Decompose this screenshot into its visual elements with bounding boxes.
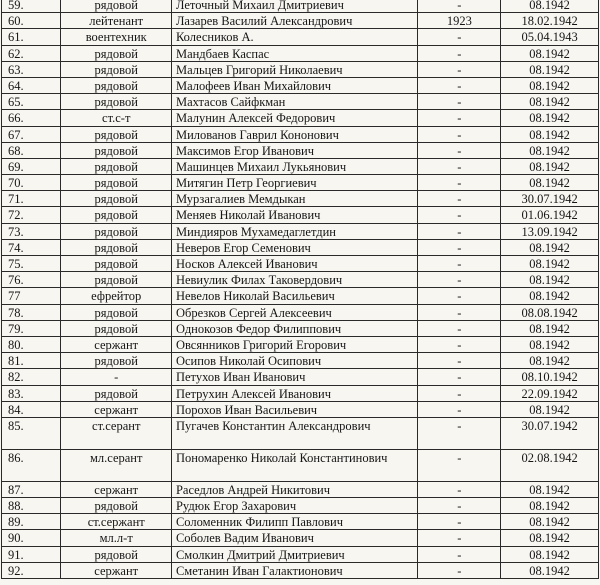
name-cell: Петухов Иван Иванович <box>171 369 417 385</box>
row-number-cell: 73. <box>2 223 61 239</box>
date-cell: 30.07.1942 <box>501 191 599 207</box>
casualty-list-table <box>1 0 599 579</box>
row-number-cell: 64. <box>2 77 61 93</box>
birth-year-cell: - <box>418 61 501 77</box>
table-row <box>2 353 599 369</box>
name-cell: Петрухин Алексей Иванович <box>171 385 417 401</box>
rank-cell: сержант <box>61 562 171 578</box>
birth-year-cell: - <box>418 29 501 45</box>
date-cell: 08.1942 <box>501 481 599 497</box>
table-row <box>2 288 599 304</box>
row-number-cell: 88. <box>2 498 61 514</box>
rank-cell: сержант <box>61 481 171 497</box>
rank-cell: рядовой <box>61 256 171 272</box>
row-number-cell: 91. <box>2 546 61 562</box>
name-cell: Машинцев Михаил Лукьянович <box>171 158 417 174</box>
name-cell: Максимов Егор Иванович <box>171 142 417 158</box>
table-body <box>2 0 599 579</box>
birth-year-cell: - <box>418 158 501 174</box>
rank-cell: рядовой <box>61 207 171 223</box>
rank-cell: воентехник <box>61 29 171 45</box>
name-cell: Мурзагалиев Мемдыкан <box>171 191 417 207</box>
rank-cell: рядовой <box>61 272 171 288</box>
table-row <box>2 562 599 578</box>
table-row <box>2 256 599 272</box>
name-cell: Порохов Иван Васильевич <box>171 401 417 417</box>
date-cell: 30.07.1942 <box>501 417 599 449</box>
rank-cell: рядовой <box>61 385 171 401</box>
date-cell: 08.08.1942 <box>501 304 599 320</box>
rank-cell: рядовой <box>61 320 171 336</box>
date-cell: 08.1942 <box>501 94 599 110</box>
name-cell: Митягин Петр Георгиевич <box>171 175 417 191</box>
date-cell: 08.1942 <box>501 175 599 191</box>
rank-cell: рядовой <box>61 126 171 142</box>
row-number-cell: 76. <box>2 272 61 288</box>
birth-year-cell: - <box>418 353 501 369</box>
birth-year-cell: - <box>418 175 501 191</box>
date-cell: 08.1942 <box>501 126 599 142</box>
birth-year-cell: - <box>418 94 501 110</box>
birth-year-cell: - <box>418 126 501 142</box>
table-row <box>2 481 599 497</box>
rank-cell: сержант <box>61 401 171 417</box>
date-cell: 08.1942 <box>501 401 599 417</box>
row-number-cell: 89. <box>2 514 61 530</box>
date-cell: 08.10.1942 <box>501 369 599 385</box>
name-cell: Невиулик Филах Таковердович <box>171 272 417 288</box>
name-cell: Махтасов Сайфкман <box>171 94 417 110</box>
rank-cell: рядовой <box>61 223 171 239</box>
name-cell: Раседлов Андрей Никитович <box>171 481 417 497</box>
table-row <box>2 175 599 191</box>
table-row <box>2 498 599 514</box>
rank-cell: сержант <box>61 336 171 352</box>
table-row <box>2 401 599 417</box>
date-cell: 08.1942 <box>501 239 599 255</box>
date-cell: 08.1942 <box>501 514 599 530</box>
table-row <box>2 369 599 385</box>
row-number-cell: 71. <box>2 191 61 207</box>
birth-year-cell: - <box>418 514 501 530</box>
rank-cell: рядовой <box>61 61 171 77</box>
row-number-cell: 67. <box>2 126 61 142</box>
row-number-cell: 61. <box>2 29 61 45</box>
birth-year-cell: - <box>418 336 501 352</box>
table-row <box>2 13 599 29</box>
rank-cell: рядовой <box>61 239 171 255</box>
row-number-cell: 65. <box>2 94 61 110</box>
rank-cell: рядовой <box>61 191 171 207</box>
date-cell: 08.1942 <box>501 320 599 336</box>
table-row <box>2 142 599 158</box>
rank-cell: рядовой <box>61 142 171 158</box>
name-cell: Соломенник Филипп Павлович <box>171 514 417 530</box>
date-cell: 18.02.1942 <box>501 13 599 29</box>
name-cell: Мальцев Григорий Николаевич <box>171 61 417 77</box>
date-cell: 22.09.1942 <box>501 385 599 401</box>
birth-year-cell: - <box>418 304 501 320</box>
rank-cell: ст.серант <box>61 417 171 449</box>
name-cell: Леточный Михаил Дмитриевич <box>171 0 417 13</box>
birth-year-cell: - <box>418 562 501 578</box>
name-cell: Сметанин Иван Галактионович <box>171 562 417 578</box>
row-number-cell: 66. <box>2 110 61 126</box>
row-number-cell: 63. <box>2 61 61 77</box>
table-row <box>2 272 599 288</box>
table-row <box>2 45 599 61</box>
date-cell: 08.1942 <box>501 336 599 352</box>
date-cell: 08.1942 <box>501 272 599 288</box>
table-row <box>2 320 599 336</box>
date-cell: 08.1942 <box>501 110 599 126</box>
table-row <box>2 223 599 239</box>
name-cell: Смолкин Дмитрий Дмитриевич <box>171 546 417 562</box>
birth-year-cell: - <box>418 191 501 207</box>
birth-year-cell: - <box>418 142 501 158</box>
rank-cell: рядовой <box>61 0 171 13</box>
birth-year-cell: - <box>418 481 501 497</box>
date-cell: 08.1942 <box>501 546 599 562</box>
name-cell: Пономаренко Николай Константинович <box>171 449 417 481</box>
name-cell: Рудюк Егор Захарович <box>171 498 417 514</box>
birth-year-cell: - <box>418 77 501 93</box>
rank-cell: рядовой <box>61 94 171 110</box>
row-number-cell: 77 <box>2 288 61 304</box>
birth-year-cell: - <box>418 417 501 449</box>
row-number-cell: 62. <box>2 45 61 61</box>
rank-cell: рядовой <box>61 77 171 93</box>
name-cell: Мандбаев Каспас <box>171 45 417 61</box>
birth-year-cell: - <box>418 110 501 126</box>
row-number-cell: 87. <box>2 481 61 497</box>
rank-cell: мл.серант <box>61 449 171 481</box>
name-cell: Пугачев Константин Александрович <box>171 417 417 449</box>
date-cell: 13.09.1942 <box>501 223 599 239</box>
date-cell: 08.1942 <box>501 158 599 174</box>
rank-cell: мл.л-т <box>61 530 171 546</box>
rank-cell: рядовой <box>61 546 171 562</box>
row-number-cell: 68. <box>2 142 61 158</box>
date-cell: 08.1942 <box>501 61 599 77</box>
birth-year-cell: - <box>418 45 501 61</box>
table-row <box>2 0 599 13</box>
date-cell: 08.1942 <box>501 0 599 13</box>
birth-year-cell: - <box>418 223 501 239</box>
birth-year-cell: - <box>418 530 501 546</box>
date-cell: 08.1942 <box>501 530 599 546</box>
date-cell: 01.06.1942 <box>501 207 599 223</box>
row-number-cell: 85. <box>2 417 61 449</box>
name-cell: Однокозов Федор Филиппович <box>171 320 417 336</box>
table-row <box>2 110 599 126</box>
row-number-cell: 84. <box>2 401 61 417</box>
birth-year-cell: - <box>418 207 501 223</box>
table-row <box>2 530 599 546</box>
row-number-cell: 69. <box>2 158 61 174</box>
row-number-cell: 86. <box>2 449 61 481</box>
table-row <box>2 126 599 142</box>
name-cell: Колесников А. <box>171 29 417 45</box>
date-cell: 08.1942 <box>501 256 599 272</box>
date-cell: 08.1942 <box>501 142 599 158</box>
name-cell: Милованов Гаврил Кононович <box>171 126 417 142</box>
name-cell: Невелов Николай Васильевич <box>171 288 417 304</box>
table-row <box>2 77 599 93</box>
rank-cell: рядовой <box>61 304 171 320</box>
rank-cell: ст.сержант <box>61 514 171 530</box>
date-cell: 08.1942 <box>501 498 599 514</box>
birth-year-cell: - <box>418 449 501 481</box>
birth-year-cell: - <box>418 546 501 562</box>
date-cell: 08.1942 <box>501 77 599 93</box>
row-number-cell: 75. <box>2 256 61 272</box>
table-row <box>2 449 599 481</box>
birth-year-cell: - <box>418 320 501 336</box>
row-number-cell: 82. <box>2 369 61 385</box>
birth-year-cell: 1923 <box>418 13 501 29</box>
name-cell: Овсянников Григорий Егорович <box>171 336 417 352</box>
table-row <box>2 385 599 401</box>
name-cell: Носков Алексей Иванович <box>171 256 417 272</box>
birth-year-cell: - <box>418 272 501 288</box>
birth-year-cell: - <box>418 288 501 304</box>
rank-cell: - <box>61 369 171 385</box>
name-cell: Обрезков Сергей Алексеевич <box>171 304 417 320</box>
birth-year-cell: - <box>418 401 501 417</box>
row-number-cell: 70. <box>2 175 61 191</box>
birth-year-cell: - <box>418 256 501 272</box>
name-cell: Соболев Вадим Иванович <box>171 530 417 546</box>
name-cell: Малунин Алексей Федорович <box>171 110 417 126</box>
date-cell: 08.1942 <box>501 562 599 578</box>
row-number-cell: 59. <box>2 0 61 13</box>
row-number-cell: 92. <box>2 562 61 578</box>
rank-cell: рядовой <box>61 353 171 369</box>
rank-cell: лейтенант <box>61 13 171 29</box>
birth-year-cell: - <box>418 385 501 401</box>
rank-cell: рядовой <box>61 45 171 61</box>
date-cell: 08.1942 <box>501 45 599 61</box>
row-number-cell: 79. <box>2 320 61 336</box>
name-cell: Неверов Егор Семенович <box>171 239 417 255</box>
table-row <box>2 191 599 207</box>
row-number-cell: 74. <box>2 239 61 255</box>
birth-year-cell: - <box>418 369 501 385</box>
row-number-cell: 72. <box>2 207 61 223</box>
table-row <box>2 304 599 320</box>
date-cell: 08.1942 <box>501 288 599 304</box>
table-row <box>2 239 599 255</box>
rank-cell: ст.с-т <box>61 110 171 126</box>
name-cell: Лазарев Василий Александрович <box>171 13 417 29</box>
date-cell: 08.1942 <box>501 353 599 369</box>
table-row <box>2 29 599 45</box>
rank-cell: рядовой <box>61 175 171 191</box>
row-number-cell: 90. <box>2 530 61 546</box>
table-row <box>2 514 599 530</box>
table-row <box>2 207 599 223</box>
date-cell: 05.04.1943 <box>501 29 599 45</box>
birth-year-cell: - <box>418 0 501 13</box>
table-row <box>2 61 599 77</box>
table-row <box>2 158 599 174</box>
table-row <box>2 417 599 449</box>
row-number-cell: 83. <box>2 385 61 401</box>
table-row <box>2 546 599 562</box>
name-cell: Малофеев Иван Михайлович <box>171 77 417 93</box>
table-row <box>2 94 599 110</box>
row-number-cell: 78. <box>2 304 61 320</box>
date-cell: 02.08.1942 <box>501 449 599 481</box>
name-cell: Осипов Николай Осипович <box>171 353 417 369</box>
name-cell: Миндияров Мухамедаглетдин <box>171 223 417 239</box>
birth-year-cell: - <box>418 498 501 514</box>
row-number-cell: 81. <box>2 353 61 369</box>
table-row <box>2 336 599 352</box>
rank-cell: рядовой <box>61 498 171 514</box>
name-cell: Меняев Николай Иванович <box>171 207 417 223</box>
row-number-cell: 80. <box>2 336 61 352</box>
rank-cell: рядовой <box>61 158 171 174</box>
rank-cell: ефрейтор <box>61 288 171 304</box>
row-number-cell: 60. <box>2 13 61 29</box>
birth-year-cell: - <box>418 239 501 255</box>
